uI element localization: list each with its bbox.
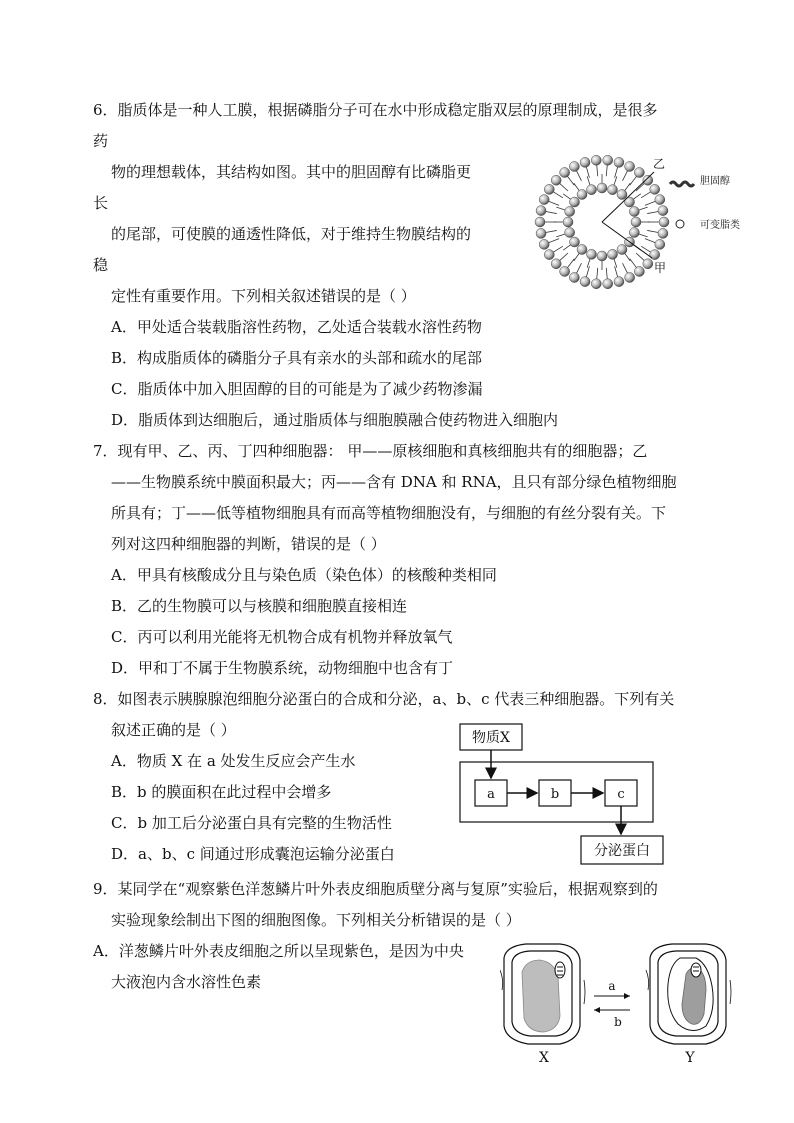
- q6-stem-line-6: 稳: [93, 256, 109, 274]
- q7-option-c: C．丙可以利用光能将无机物合成有机物并释放氧气: [111, 628, 453, 646]
- q6-stem-line-4: 长: [93, 194, 109, 212]
- q7-stem-line-4: 列对这四种细胞器的判断，错误的是（ ）: [111, 535, 386, 553]
- node-a: a: [487, 787, 495, 802]
- q8-option-d: D．a、b、c 间通过形成囊泡运输分泌蛋白: [111, 845, 395, 863]
- node-b: b: [550, 787, 560, 802]
- q6-stem-line-7: 定性有重要作用。下列相关叙述错误的是（ ）: [111, 287, 416, 305]
- arrow-a-label: a: [608, 979, 616, 993]
- q9-stem-line-2: 实验现象绘制出下图的细胞图像。下列相关分析错误的是（ ）: [111, 911, 521, 929]
- label-y: Y: [685, 1050, 695, 1066]
- label-x: X: [539, 1050, 549, 1066]
- input-label: 物质X: [472, 730, 510, 746]
- q6-stem-line-2: 药: [93, 132, 109, 150]
- cholesterol-icon: [670, 182, 694, 186]
- q6-stem-line-5: 的尾部，可使膜的通透性降低，对于维持生物膜结构的: [111, 225, 472, 243]
- q8-option-c: C．b 加工后分泌蛋白具有完整的生物活性: [111, 814, 392, 832]
- node-c: c: [617, 787, 625, 802]
- cell-y: [646, 944, 731, 1044]
- q6-option-c: C．脂质体中加入胆固醇的目的可能是为了减少药物渗漏: [111, 380, 483, 398]
- secretion-flow-diagram: [455, 722, 665, 867]
- q7-stem-line-3: 所具有；丁——低等植物细胞具有而高等植物细胞没有，与细胞的有丝分裂有关。下: [111, 504, 667, 522]
- q8-stem-line-1: 8．如图表示胰腺腺泡细胞分泌蛋白的合成和分泌，a、b、c 代表三种细胞器。下列有关: [93, 690, 675, 708]
- output-label: 分泌蛋白: [594, 843, 650, 859]
- legend-lipid: 可变脂类: [700, 220, 740, 231]
- q6-option-a: A．甲处适合装载脂溶性药物，乙处适合装载水溶性药物: [111, 318, 482, 336]
- q6-option-d: D．脂质体到达细胞后，通过脂质体与细胞膜融合使药物进入细胞内: [111, 411, 559, 429]
- q6-option-b: B．构成脂质体的磷脂分子具有亲水的头部和疏水的尾部: [111, 349, 483, 367]
- q9-stem-line-1: 9．某同学在“观察紫色洋葱鳞片叶外表皮细胞质壁分离与复原”实验后，根据观察到的: [93, 880, 658, 898]
- q6-stem-line-3: 物的理想载体，其结构如图。其中的胆固醇有比磷脂更: [111, 163, 472, 181]
- arrow-b-label: b: [614, 1015, 622, 1029]
- q8-option-b: B．b 的膜面积在此过程中会增多: [111, 783, 332, 801]
- q7-stem-line-2: ——生物膜系统中膜面积最大；丙——含有 DNA 和 RNA，且只有部分绿色植物细胞: [111, 473, 677, 491]
- label-yi: 乙: [653, 157, 666, 171]
- liposome-figure: [520, 150, 780, 290]
- label-line-yi: [602, 172, 654, 222]
- q9-option-a-line-2: 大液泡内含水溶性色素: [111, 973, 262, 991]
- q7-option-b: B．乙的生物膜可以与核膜和细胞膜直接相连: [111, 597, 408, 615]
- q9-option-a-line-1: A．洋葱鳞片叶外表皮细胞之所以呈现紫色，是因为中央: [93, 942, 464, 960]
- q8-option-a: A．物质 X 在 a 处发生反应会产生水: [111, 752, 356, 770]
- plasmolysis-figure: [500, 940, 745, 1070]
- cell-x: [500, 944, 585, 1044]
- q7-option-d: D．甲和丁不属于生物膜系统，动物细胞中也含有丁: [111, 659, 454, 677]
- q8-stem-line-2: 叙述正确的是（ ）: [111, 721, 236, 739]
- q6-stem-line-1: 6．脂质体是一种人工膜，根据磷脂分子可在水中形成稳定脂双层的原理制成，是很多: [93, 101, 658, 119]
- q7-stem-line-1: 7．现有甲、乙、丙、丁四种细胞器： 甲——原核细胞和真核细胞共有的细胞器；乙: [93, 442, 648, 460]
- q7-option-a: A．甲具有核酸成分且与染色质（染色体）的核酸种类相同: [111, 566, 497, 584]
- label-jia: 甲: [654, 261, 667, 275]
- legend-cholesterol: 胆固醇: [700, 176, 730, 187]
- lipid-icon: [676, 220, 684, 228]
